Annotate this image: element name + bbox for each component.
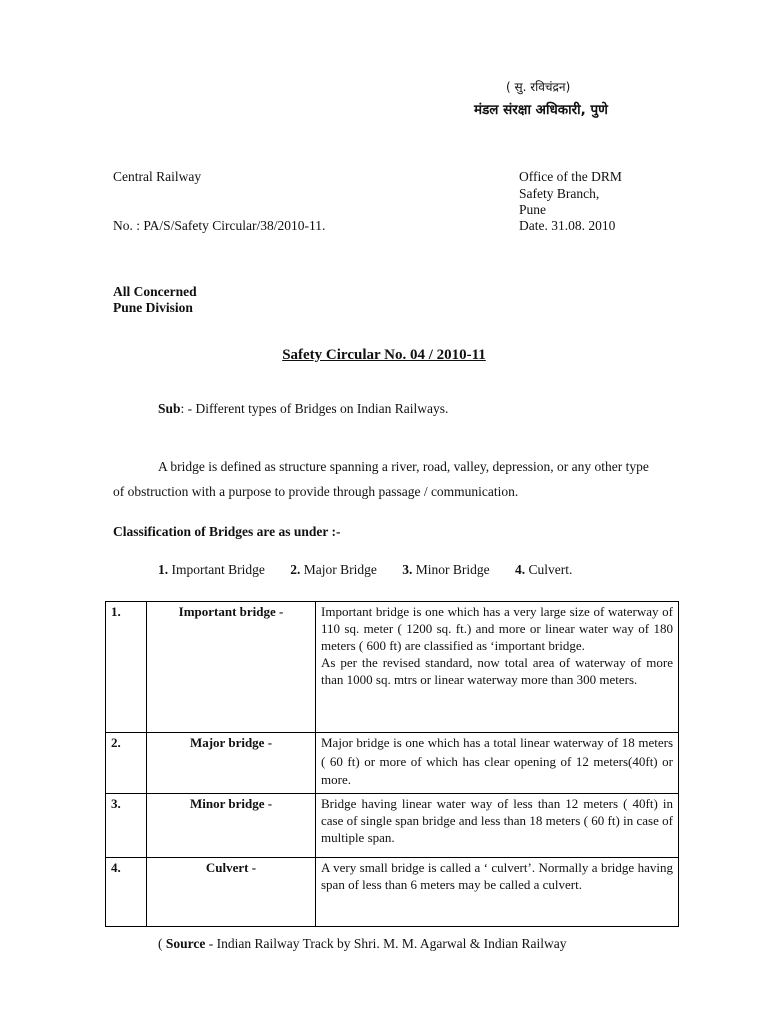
bridge-description: Important bridge is one which has a very large size of waterway of 110 sq. meter ( 1200 sq. ft.) and more or linear water way of 180 meters ( 600 ft) are classified as ‘important bridge. As per the revised standard, now total area of waterway of more than 1000 sq. mtrs or linear waterway more than 300 meters.	[316, 602, 679, 733]
subject-text: : - Different types of Bridges on Indian Railways.	[180, 401, 449, 416]
addressee-line-1: All Concerned	[113, 284, 197, 299]
classification-list	[158, 562, 594, 578]
list-item: 4. Culvert.	[514, 562, 573, 577]
row-number: 3.	[106, 793, 147, 857]
source-line: ( Source - Indian Railway Track by Shri. M. M. Agarwal & Indian Railway	[158, 936, 567, 951]
circular-title: Safety Circular No. 04 / 2010-11	[282, 347, 486, 363]
subject-label: Sub	[158, 401, 181, 416]
row-number: 4.	[106, 857, 147, 926]
table-row	[106, 857, 679, 926]
hindi-signature: ( सु. रविचंद्रन)	[506, 80, 571, 94]
office-line-1: Office of the DRM	[519, 169, 622, 184]
bridge-type: Minor bridge -	[147, 793, 316, 857]
table-row	[106, 602, 679, 733]
list-item: 2. Major Bridge	[290, 562, 377, 577]
bridge-type: Important bridge -	[147, 602, 316, 733]
org-name: Central Railway	[113, 169, 202, 184]
bridge-classification-table	[105, 601, 679, 927]
definition-text: A bridge is defined as structure spanning a river, road, valley, depression, or any other type of obstruction with a purpose to provide through passage / communication.	[113, 459, 649, 499]
bridge-description: Bridge having linear water way of less than 12 meters ( 40ft) in case of single span bridge and less than 18 meters ( 60 ft) in case of multiple span.	[316, 793, 679, 857]
definition-paragraph	[113, 454, 658, 504]
source-label: Source	[165, 936, 206, 951]
bridge-description: A very small bridge is called a ‘ culvert’. Normally a bridge having span of less than 6 meters may be called a culvert.	[316, 857, 679, 926]
list-item: 1. Important Bridge	[158, 562, 265, 577]
bridge-type: Culvert -	[147, 857, 316, 926]
bridge-description: Major bridge is one which has a total linear waterway of 18 meters ( 60 ft) or more of which has clear opening of 12 meters(40ft) or more.	[316, 733, 679, 794]
table-row	[106, 793, 679, 857]
office-line-2: Safety Branch,	[519, 186, 600, 201]
list-item: 3. Minor Bridge	[402, 562, 490, 577]
bridge-type: Major bridge -	[147, 733, 316, 794]
hindi-designation: मंडल संरक्षा अधिकारी, पुणे	[474, 102, 608, 118]
classification-heading: Classification of Bridges are as under :-	[113, 524, 341, 539]
source-text: - Indian Railway Track by Shri. M. M. Agarwal & Indian Railway	[205, 936, 567, 951]
row-number: 2.	[106, 733, 147, 794]
subject-line	[158, 401, 448, 417]
circular-date: Date. 31.08. 2010	[519, 218, 616, 233]
reference-number: No. : PA/S/Safety Circular/38/2010-11.	[113, 218, 326, 233]
row-number: 1.	[106, 602, 147, 733]
office-line-3: Pune	[519, 202, 546, 217]
table-row	[106, 733, 679, 794]
addressee-line-2: Pune Division	[113, 300, 193, 315]
